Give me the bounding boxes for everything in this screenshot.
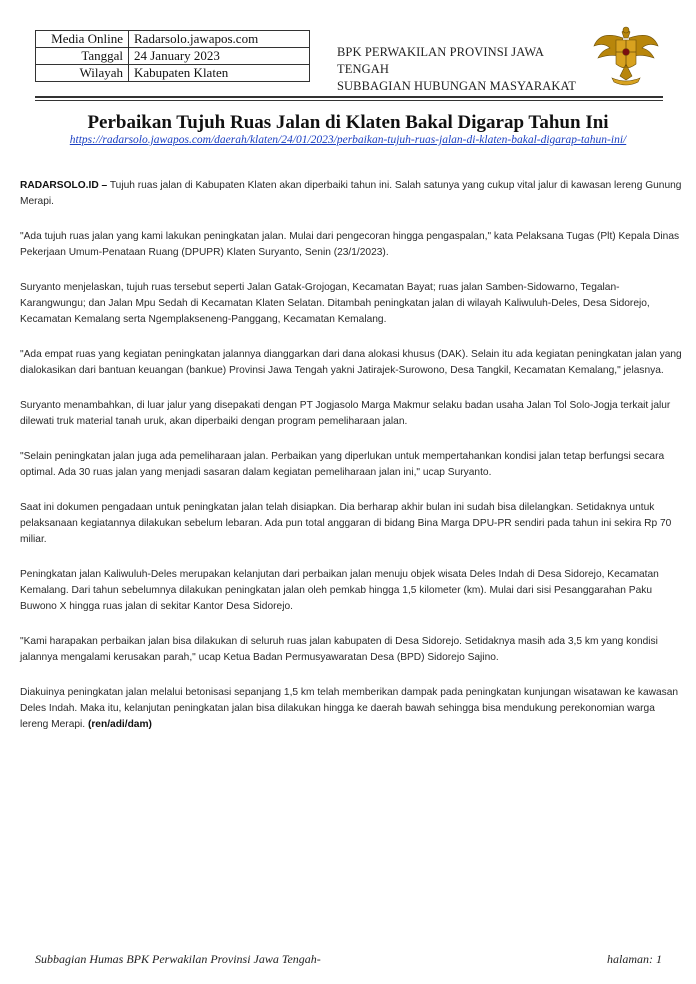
media-info-label: Tanggal (36, 48, 129, 65)
lead-text: Tujuh ruas jalan di Kabupaten Klaten akan diperbaiki tahun ini. Salah satunya yang cukup vital jalur di kawasan lereng Gunung Merapi. (20, 180, 682, 207)
article-body (20, 178, 682, 752)
media-info-label: Wilayah (36, 65, 129, 82)
article-title: Perbaikan Tujuh Ruas Jalan di Klaten Bakal Digarap Tahun Ini (87, 112, 609, 133)
article-paragraph: "Selain peningkatan jalan juga ada pemeliharaan jalan. Perbaikan yang diperlukan untuk mempertahankan kondisi jalan tetap berfungsi secara optimal. Ada 30 ruas jalan yang menjadi sasaran dalam kegiatan pemeliharaan jalan ini," ucap Suryanto. (20, 451, 665, 478)
article-paragraph: Peningkatan jalan Kaliwuluh-Deles merupakan kelanjutan dari perbaikan jalan menuju objek wisata Deles Indah di Desa Sidorejo, Kecamatan Kemalang. Dari tahun sebelumnya dilakukan peningkatan jalan oleh pemkab hingga 1,5 kilometer (km). Mulai dari sisi Pesanggarahan Paku Buwono X hingga ruas jalan di sekitar Kantor Desa Sidorejo. (20, 569, 659, 612)
agency-name: BPK PERWAKILAN PROVINSI JAWA TENGAH (337, 45, 544, 76)
author-initials: (ren/adi/dam) (87, 719, 152, 730)
garuda-emblem-icon (590, 18, 662, 90)
article-paragraph (20, 685, 682, 733)
media-info-value: Kabupaten Klaten (129, 65, 310, 82)
article-paragraph: "Ada tujuh ruas jalan yang kami lakukan peningkatan jalan. Mulai dari pengecoran hingga pengaspalan," kata Pelaksana Tugas (Plt) Kepala Dinas Pekerjaan Umum-Penataan Ruang (DPUPR) Klaten Suryanto, Senin (23/1/2023). (20, 231, 680, 258)
article-paragraph (20, 178, 682, 210)
header-rule (35, 96, 663, 98)
media-info-row (36, 48, 310, 65)
source-link[interactable]: https://radarsolo.jawapos.com/daerah/klaten/24/01/2023/perbaikan-tujuh-ruas-jalan-di-klaten-bakal-digarap-tahun-ini/ (69, 134, 627, 146)
agency-subdivision: SUBBAGIAN HUBUNGAN MASYARAKAT (337, 79, 577, 93)
article-paragraph: "Ada empat ruas yang kegiatan peningkatan jalannya dianggarkan dari dana alokasi khusus (DAK). Selain itu ada kegiatan peningkatan jalan yang dialokasikan dari bantuan keuangan (bankue) Provinsi Jawa Tengah yakni Jatirajek-Surowono, Desa Tangkil, Kecamatan Kemalang," jelasnya. (20, 349, 682, 376)
closing-text: Diakuinya peningkatan jalan melalui betonisasi sepanjang 1,5 km telah memberikan dampak pada peningkatan kunjungan wisatawan ke kawasan Deles Indah. Maka itu, kelanjutan peningkatan jalan bisa dilakukan hingga ke daerah bawah sehingga bisa mendukung perekonomian warga lereng Merapi. (20, 687, 679, 730)
article-paragraph: Suryanto menambahkan, di luar jalur yang disepakati dengan PT Jogjasolo Marga Makmur selaku badan usaha Jalan Tol Solo-Jogja terkait jalur dilewati truk material tanah uruk, akan diperbaiki dengan program pemeliharaan jalan. (20, 400, 671, 427)
article-paragraph: Saat ini dokumen pengadaan untuk peningkatan jalan telah disiapkan. Dia berharap akhir bulan ini sudah bisa dilelangkan. Setidaknya untuk pelaksanaan kegiatannya dilakukan sebelum lebaran. Ada pun total anggaran di bidang Bina Marga DPU-PR sendiri pada tahun ini sekira Rp 70 miliar. (20, 502, 672, 545)
footer-department: Subbagian Humas BPK Perwakilan Provinsi Jawa Tengah- (35, 952, 321, 966)
media-info-value: Radarsolo.jawapos.com (129, 31, 310, 48)
page-number: halaman: 1 (607, 952, 662, 966)
media-info-table (35, 30, 310, 82)
header-rule (35, 100, 663, 101)
media-info-label: Media Online (36, 31, 129, 48)
source-tag: RADARSOLO.ID – (20, 180, 108, 191)
article-paragraph: "Kami harapakan perbaikan jalan bisa dilakukan di seluruh ruas jalan kabupaten di Desa Sidorejo. Setidaknya masih ada 3,5 km yang kondisi jalannya mengalami kerusakan parah," ucap Ketua Badan Permusyawaratan Desa (BPD) Sidorejo Sajino. (20, 636, 658, 663)
article-paragraph: Suryanto menjelaskan, tujuh ruas tersebut seperti Jalan Gatak-Grojogan, Kecamatan Bayat; ruas jalan Samben-Sidowarno, Tegalan-Karangwungu; dan Jalan Mpu Sedah di Kecamatan Klaten Selatan. Ditambah peningkatan jalan di wilayah Kaliwuluh-Deles, Desa Sidorejo, Kecamatan Kemalang serta Ngemplakseneng-Panggang, Kecamatan Kemalang. (20, 282, 650, 325)
media-info-row (36, 65, 310, 82)
media-info-row (36, 31, 310, 48)
agency-header (337, 44, 597, 95)
media-info-value: 24 January 2023 (129, 48, 310, 65)
